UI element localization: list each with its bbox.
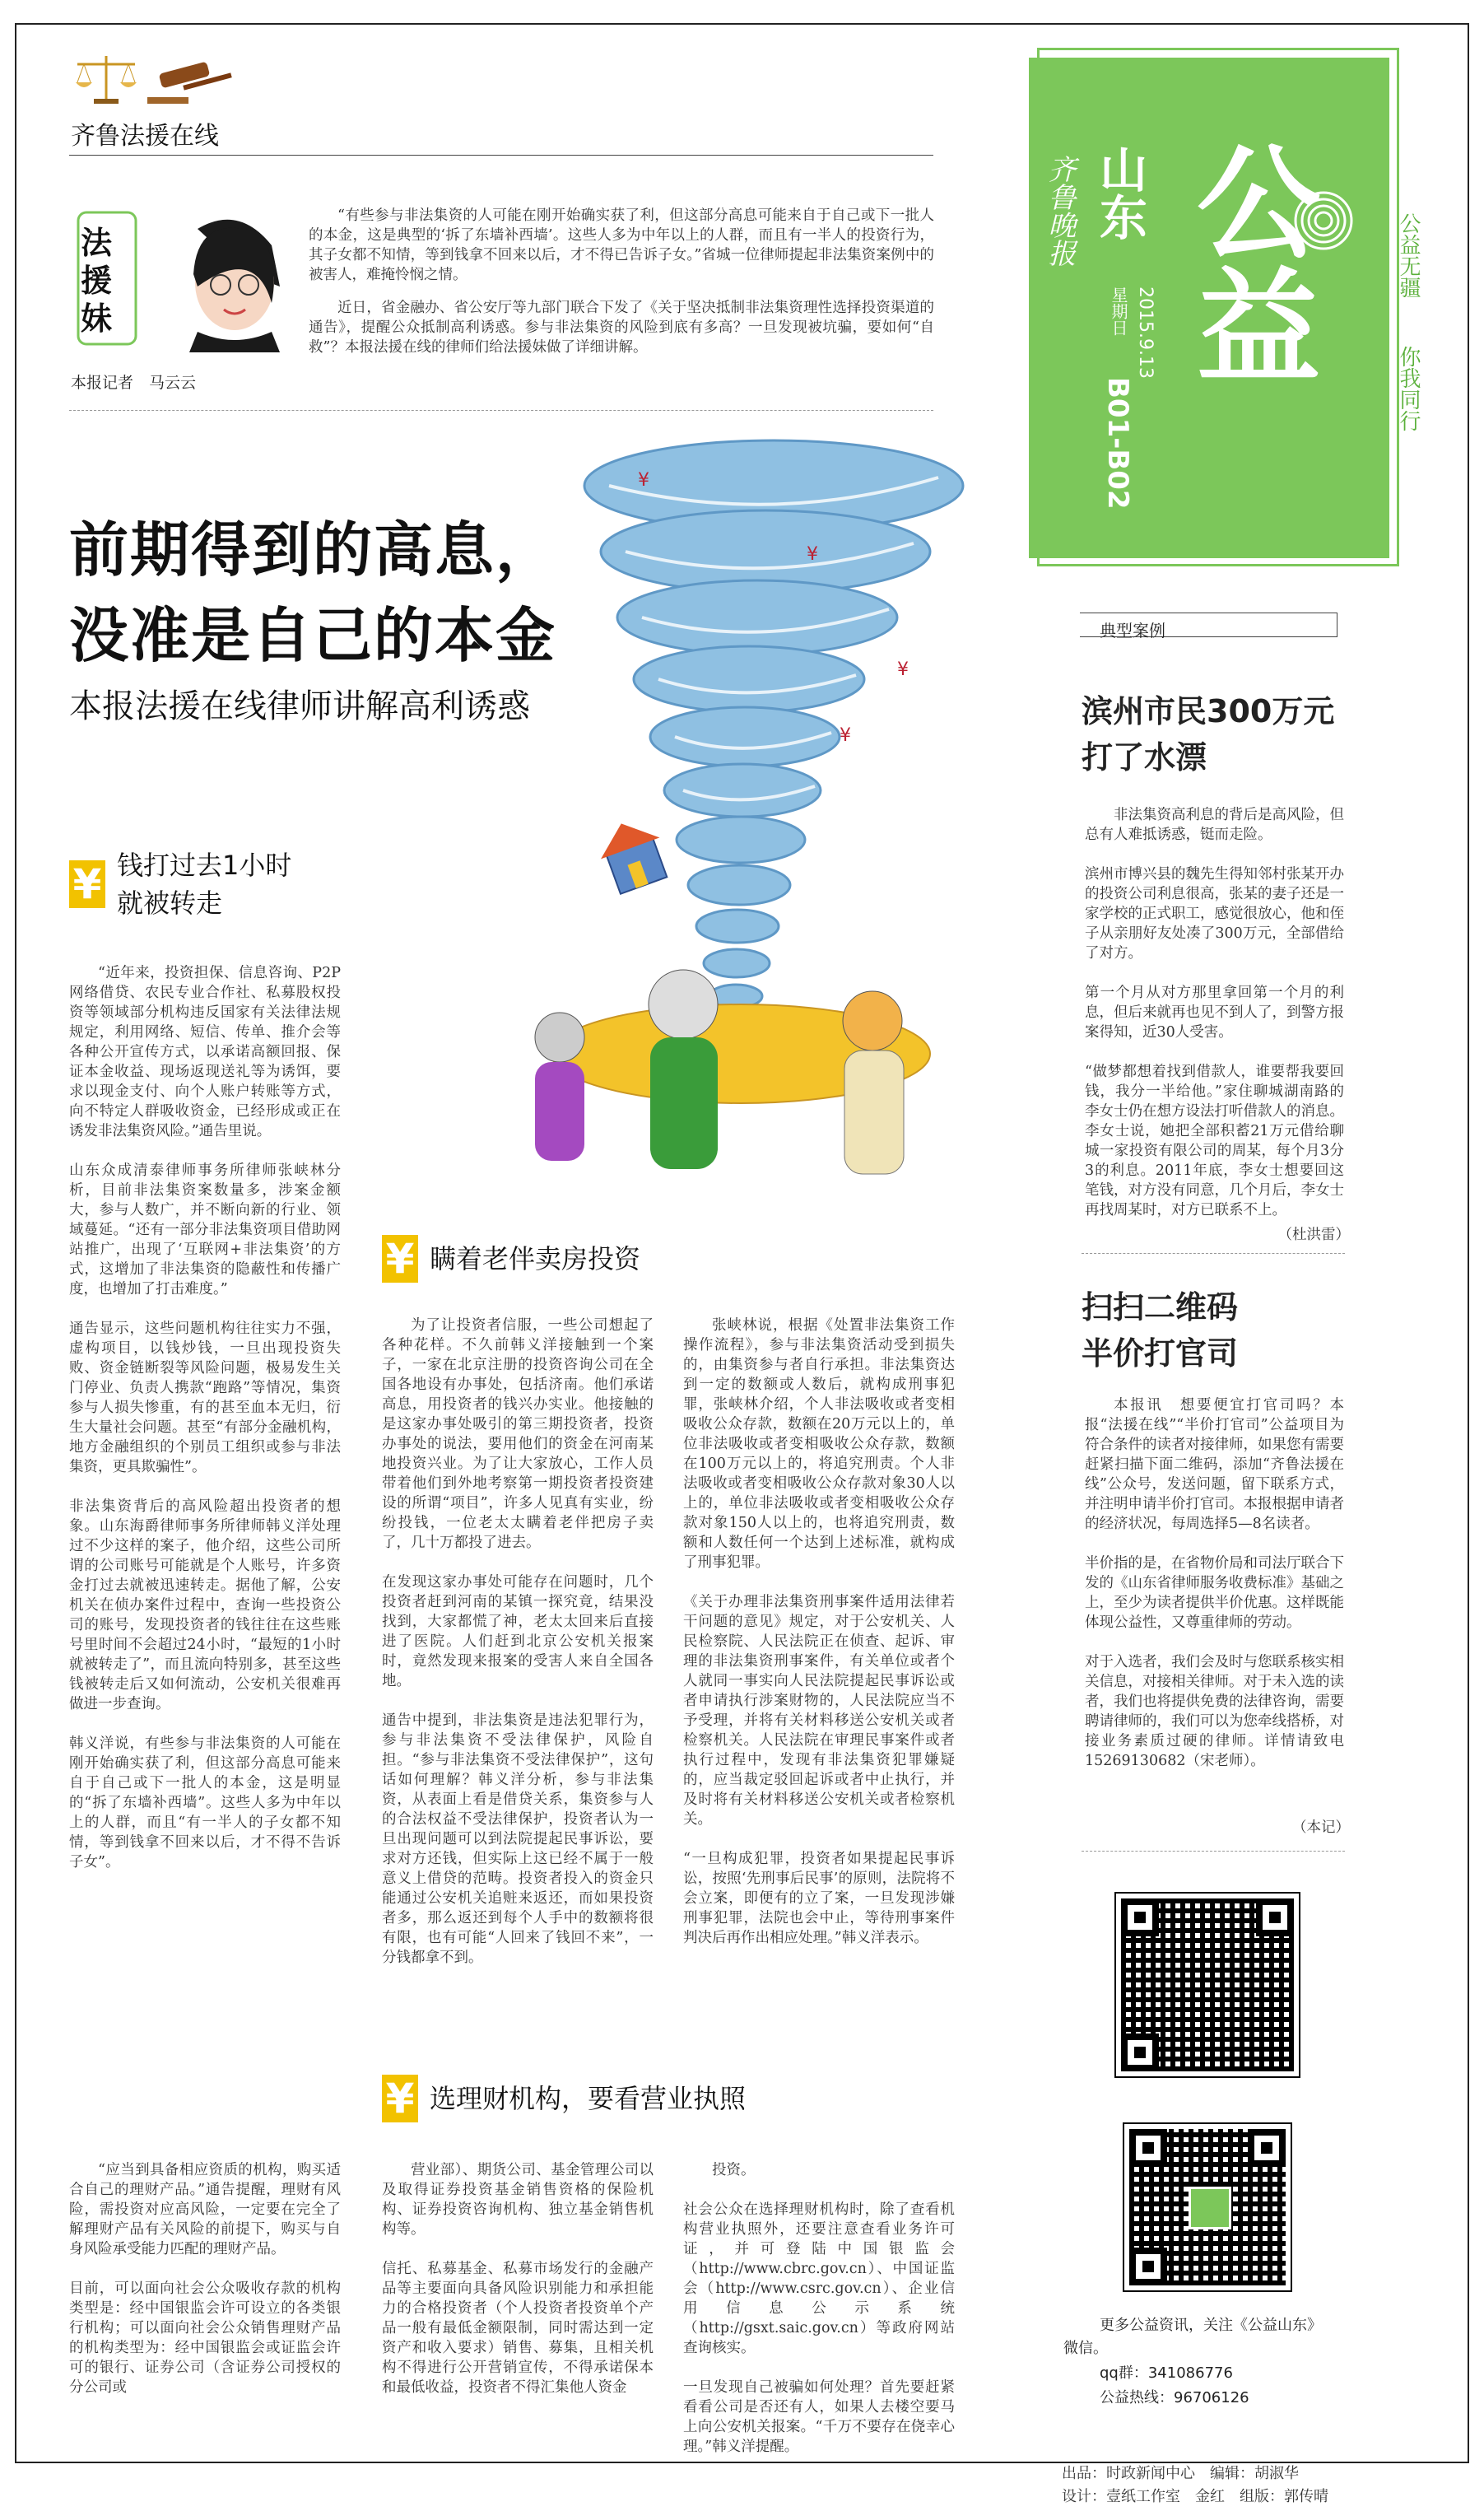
tornado-illustration xyxy=(527,428,971,1218)
qq-group: qq群：341086776 xyxy=(1100,2364,1233,2382)
persona-label: 法 援 妹 xyxy=(81,225,113,337)
intro-divider xyxy=(69,410,933,411)
page-range: B01-B02 xyxy=(1101,377,1134,510)
svg-text:¥: ¥ xyxy=(897,659,909,680)
slogan-1: 公益无疆 xyxy=(1396,212,1421,298)
intro-paragraph-2: 近日，省金融办、省公安厅等九部门联合下发了《关于坚决抵制非法集资理性选择投资渠道的通告》，提醒公众抵制高利诱惑。参与非法集资的风险到底有多高？一旦发现被坑骗，要如何“自救”？本报法援在线的律师们给法援妹做了详细讲解。 xyxy=(309,300,934,356)
section-3-column-1: “应当到具备相应资质的机构，购买适合自己的理财产品。”通告提醒，理财有风险，需投资对应高风险，一定要在完全了解理财产品有关风险的前提下，购买与自身风险承受能力匹配的理财产品。 目前，可以面向社会公众吸收存款的机构类型是：经中国银监会许可设立的各类银行机构；可以面向社会公众销售理财产品的机构类型为：经中国银监会或证监会许可的银行、证券公司（含证券公司授权的分公司或 xyxy=(69,2162,341,2396)
intro-paragraph-1: “有些参与非法集资的人可能在刚开始确实获了利，但这部分高息可能来自于自己或下一批人的本金，这是典型的‘拆了东墙补西墙’。这些人多为中年以上的人群，而且有一半人的投资行为，其子女都不知情，等到钱拿不回来以后，才不得已告诉子女。”省城一位律师提起非法集资案例中的被害人，难掩怜悯之情。 xyxy=(309,207,934,283)
section-2-column-1: 为了让投资者信服，一些公司想起了各种花样。不久前韩义洋接触到一个案子，一家在北京注册的投资咨询公司在全国各地设有办事处，包括济南。他们承诺高息，用投资者的钱兴办实业。他接触的是这家办事处吸引的第三期投资者，投资办事处的说法，要用他们的资金在河南某地投资兴业。为了让大家放心，工作人员带着他们到外地考察第一期投资者投资建设的所谓“项目”，许多人见真有实业，纷纷投钱，一位老太太瞒着老伴把房子卖了，几十万都投了进去。 在发现这家办事处可能存在问题时，几个投资者赶到河南的某镇一探究竟，结果没找到，大家都慌了神，老太太回来后直接进了医院。人们赶到北京公安机关报案时，竟然发现来报案的受害人来自全国各地。 通告中提到，非法集资是违法犯罪行为，参与非法集资不受法律保护，风险自担。“参与非法集资不受法律保护”，这句话如何理解？韩义洋分析，参与非法集资，从表面上看是借贷关系，集资参与人的合法权益不受法律保护，投资者认为一旦出现问题可以到法院提起民事诉讼，要求对方还钱，但实际上这已经不属于一般意义上借贷的范畴。投资者投入的资金只能通过公安机关追赃来返还，而如果投资者多，那么返还到每个人手中的数额将很有限，也有可能“人回来了钱回不来”，一分钱都拿不到。 xyxy=(382,1317,654,1966)
section-3-column-2: 营业部）、期货公司、基金管理公司以及取得证券投资基金销售资格的保险机构、证券投资咨询机构、独立基金销售机构等。 信托、私募基金、私募市场发行的金融产品等主要面向具备风险识别能力和承担能力的合格投资者（个人投资者投资单个产品一般有最低金额限制，同时需达到一定资产和收入要求）销售、募集，且相关机构不得进行公开营销宣传，不得承诺保本和最低收益，投资者不得汇集他人资金 xyxy=(382,2162,654,2396)
yen-icon: ¥ xyxy=(69,860,105,908)
follow-text-line-1: 更多公益资讯，关注《公益山东》 xyxy=(1100,2317,1322,2334)
fingerprint-icon xyxy=(1291,188,1356,254)
credits-line-2: 设计：壹纸工作室 金红 组版：郭传晴 xyxy=(1062,2488,1328,2505)
slogan-2: 你我同行 xyxy=(1396,346,1421,431)
section-1-title: 钱打过去1小时 就被转走 xyxy=(117,850,292,919)
svg-text:¥: ¥ xyxy=(638,470,649,491)
follow-text-line-2: 微信。 xyxy=(1063,2340,1108,2357)
qr-article-text: 本报讯 想要便宜打官司吗？本报“法援在线”“半价打官司”公益项目为符合条件的读者对接律师，如果您有需要赶紧扫描下面二维码，添加“齐鲁法援在线”公众号，发送问题，留下联系方式，并注明申请半价打官司。本报根据申请者的经济状况，每周选择5—8名读者。 半价指的是，在省物价局和司法厅联合下发的《山东省律师服务收费标准》基础之上，至少为读者提供半价优惠。这样既能体现公益性，又尊重律师的劳动。 对于入选者，我们会及时与您联系核实相关信息，对接相关律师。对于未入选的读者，我们也将提供免费的法律咨询，需要聘请律师的，我们可以为您牵线搭桥，对接业务素质过硬的律师。详情请致电15269130682（宋老师）。 xyxy=(1085,1397,1344,1769)
case-title: 滨州市民300万元 打了水漂 xyxy=(1082,693,1335,776)
svg-text:¥: ¥ xyxy=(840,725,851,746)
headline-line-1: 前期得到的高息， xyxy=(69,515,557,585)
svg-text:¥: ¥ xyxy=(807,544,818,565)
section-2-column-2: 张峡林说，根据《处置非法集资工作操作流程》，参与非法集资活动受到损失的，由集资参与者自行承担。非法集资达到一定的数额或人数后，就构成刑事犯罪，张峡林介绍，个人非法吸收或者变相吸收公众存款，数额在20万元以上的，单位非法吸收或者变相吸收公众存款，数额在100万元以上的，将追究刑责。个人非法吸收或者变相吸收公众存款对象30人以上的，单位非法吸收或者变相吸收公众存款对象150人以上的，也将追究刑责，数额和人数任何一个达到上述标准，就构成了刑事犯罪。 《关于办理非法集资刑事案件适用法律若干问题的意见》规定，对于公安机关、人民检察院、人民法院正在侦查、起诉、审理的非法集资刑事案件，有关单位或者个人就同一事实向人民法院提起民事诉讼或者申请执行涉案财物的，人民法院应当不予受理，并将有关材料移送公安机关或者检察机关。人民法院在审理民事案件或者执行过程中，发现有非法集资犯罪嫌疑的，应当裁定驳回起诉或者中止执行，并及时将有关材料移送公安机关或者检察机关。 “一旦构成犯罪，投资者如果提起民事诉讼，按照‘先刑事后民事’的原则，法院将不会立案，即便有的立了案，一旦发现涉嫌刑事犯罪，法院也会中止，等待刑事案件判决后再作出相应处理。”韩义洋表示。 xyxy=(683,1317,955,1946)
yen-icon: ¥ xyxy=(382,1235,418,1283)
yen-icon: ¥ xyxy=(382,2075,418,2122)
headline-line-2: 没准是自己的本金 xyxy=(69,601,557,670)
paper-name: 齐鲁晚报 xyxy=(1043,155,1076,267)
section-1-header xyxy=(69,846,291,922)
section-3-column-3: 投资。 社会公众在选择理财机构时，除了查看机构营业执照外，还要注意查看业务许可证，并可登陆中国银监会（http://www.cbrc.gov.cn）、中国证监会（http://www.csrc.gov.cn）、企业信用信息公示系统（http://gsxt.saic.gov.cn）等政府网站查询核实。 一旦发现自己被骗如何处理？首先要赶紧看看公司是否还有人，如果人去楼空要马上向公安机关报案。“千万不要存在侥幸心理。”韩义洋提醒。 xyxy=(683,2162,955,2455)
headline-subtitle: 本报法援在线律师讲解高利诱惑 xyxy=(69,687,530,725)
region-label: 山东 xyxy=(1091,145,1147,240)
section-name: 齐鲁法援在线 xyxy=(71,122,219,151)
issue-date: 2015.9.13 xyxy=(1135,287,1156,379)
qr-divider xyxy=(1082,1851,1345,1852)
weekday: 星期日 xyxy=(1109,287,1128,336)
case-label-box xyxy=(1080,613,1337,641)
case-divider xyxy=(1082,1253,1345,1254)
section-1-text: “近年来，投资担保、信息咨询、P2P网络借贷、农民专业合作社、私募股权投资等领域部分机构违反国家有关法律法规规定，利用网络、短信、传单、推介会等各种公开宣传方式，以承诺高额回报、保证本金收益、现场返现送礼等为诱饵，要求以现金支付、向个人账户转账等方式，向不特定人群吸收资金，已经形成或正在诱发非法集资风险。”通告里说。 山东众成清泰律师事务所律师张峡林分析，目前非法集资案数量多，涉案金额大，参与人数广，并不断向新的行业、领域蔓延。“还有一部分非法集资项目借助网站推广，出现了‘互联网+非法集资’的方式，这增加了非法集资的隐蔽性和传播广度，也增加了打击难度。” 通告显示，这些问题机构往往实力不强，虚构项目，以钱炒钱，一旦出现投资失败、资金链断裂等风险问题，极易发生关门停业、负责人携款“跑路”等情况，集资参与人损失惨重，有的甚至血本无归，衍生大量社会问题。甚至“有部分金融机构，地方金融组织的个别员工组织或参与非法集资，更具欺骗性”。 非法集资背后的高风险超出投资者的想象。山东海爵律师事务所律师韩义洋处理过不少这样的案子，他介绍，这些公司所谓的公司账号可能就是个人账号，许多资金打过去就被迅速转走。据他了解，公安机关在侦办案件过程中，查询一些投资公司的账号，发现投资者的钱往往在这些账号里时间不会超过24小时，“最短的1小时就被转走了”，而且流向特别多，甚至这些钱被转走后又如何流动，公安机关很难再做进一步查询。 韩义洋说，有些参与非法集资的人可能在刚开始确实获了利，但这部分高息可能来自于自己或下一批人的本金，这是明显的“拆了东墙补西墙”。这些人多为中年以上的人群，而且“有一半人的子女都不知情，等到钱拿不回来以后，才不得不告诉子女”。 xyxy=(69,965,341,1870)
case-author: （杜洪雷） xyxy=(1277,1227,1350,1243)
masthead-rule xyxy=(69,155,933,156)
case-label: 典型案例 xyxy=(1100,621,1165,641)
credits-line-1: 出品：时政新闻中心 编辑：胡淑华 xyxy=(1062,2465,1299,2482)
section-2-title: 瞒着老伴卖房投资 xyxy=(430,1243,641,1274)
qr-code-gongyi[interactable] xyxy=(1124,2124,1291,2290)
case-text: 非法集资高利息的背后是高风险，但总有人难抵诱惑，铤而走险。 滨州市博兴县的魏先生得知邻村张某开办的投资公司利息很高，张某的妻子还是一家学校的正式职工，感觉很放心，他和侄子从亲朋好友处凑了300万元，全部借给了对方。 第一个月从对方那里拿回第一个月的利息，但后来就再也见不到人了，到警方报案得知，近30人受害。 “做梦都想着找到借款人，谁要帮我要回钱，我分一半给他。”家住聊城湖南路的李女士仍在想方设法打听借款人的消息。李女士说，她把全部积蓄21万元借给聊城一家投资有限公司的周某，每个月3分3的利息。2011年底，李女士想要回这笔钱，对方没有同意，几个月后，李女士再找周某时，对方已联系不上。 xyxy=(1085,807,1344,1218)
scale-gavel-logo xyxy=(69,49,242,107)
section-2-header xyxy=(382,1235,640,1283)
reporter-byline: 本报记者 马云云 xyxy=(71,374,197,392)
qr-code-legal-aid[interactable] xyxy=(1116,1894,1299,2076)
section-3-header xyxy=(382,2075,746,2122)
section-3-title: 选理财机构，要看营业执照 xyxy=(430,2083,747,2114)
gongyi-big-title: 公益 xyxy=(1175,138,1319,385)
gongyi-masthead xyxy=(1029,48,1416,566)
gongyi-hotline: 公益热线：96706126 xyxy=(1100,2389,1249,2406)
qr-article-author: （本记） xyxy=(1292,1819,1350,1836)
qr-article-title: 扫扫二维码 半价打官司 xyxy=(1082,1289,1239,1372)
